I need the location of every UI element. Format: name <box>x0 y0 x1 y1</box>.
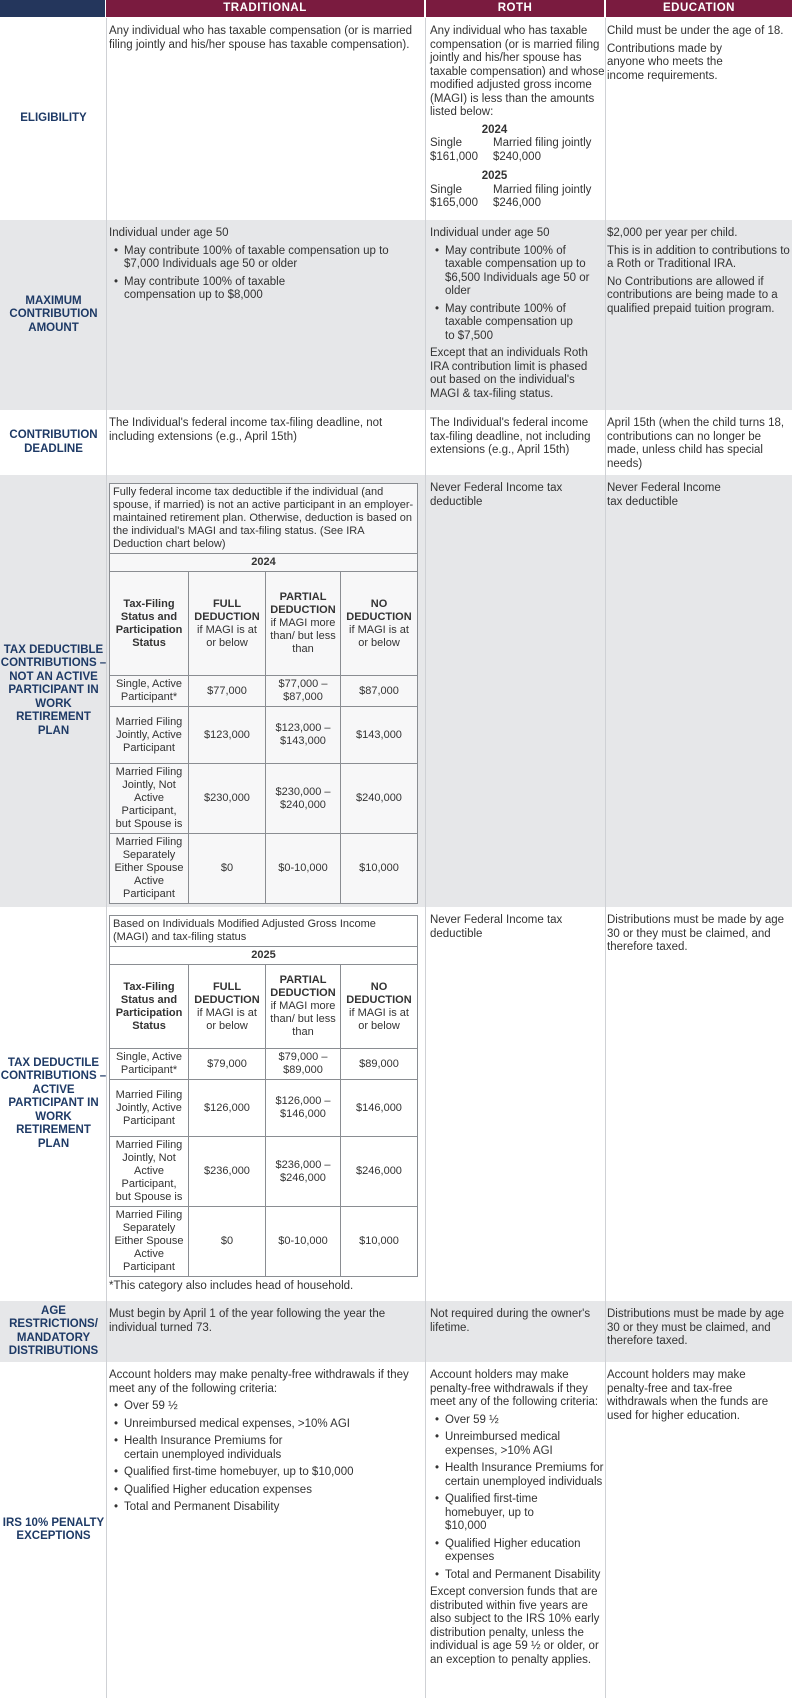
list-item: • Health Insurance Premiums for certain unemployed individuals <box>109 1435 419 1462</box>
cell-status: Single, Active Participant* <box>110 676 189 707</box>
header-blank <box>0 0 105 17</box>
cell-full: $126,000 <box>189 1080 266 1137</box>
penalty-traditional-intro: Account holders may make penalty-free withdrawals if they meet any of the following criteria: <box>109 1369 409 1395</box>
penalty-roth-list <box>430 1414 605 1583</box>
max-roth-note: Except that an individuals Roth IRA contribution limit is phased out based on the individual's MAGI & tax-filing status. <box>430 347 588 400</box>
list-item: • Health Insurance Premiums for certain unemployed individuals <box>430 1462 605 1489</box>
cell-full: $123,000 <box>189 707 266 764</box>
col-full-header <box>189 572 266 676</box>
row-eligibility <box>0 18 792 220</box>
list-item: • May contribute 100% of taxable compensation up to $8,000 <box>109 276 399 303</box>
table-row <box>110 707 418 764</box>
penalty-traditional <box>109 1369 419 1519</box>
cell-status: Married Filing Separately Either Spouse Active Participant <box>110 834 189 904</box>
limit-single-label: Single <box>430 183 462 196</box>
limit-joint-label: Married filing jointly <box>493 137 592 149</box>
table-row <box>110 1080 418 1137</box>
list-item: • Qualified Higher education expenses <box>430 1538 605 1565</box>
max-education-1: $2,000 per year per child. <box>607 227 738 239</box>
cell-partial: $0-10,000 <box>266 834 341 904</box>
not-active-label: TAX DEDUCTIBLE CONTRIBUTIONS – NOT AN ACTIVE PARTICIPANT IN WORK RETIREMENT PLAN <box>0 643 107 737</box>
list-item: • Over 59 ½ <box>430 1414 605 1428</box>
list-item: • May contribute 100% of taxable compensation up to $7,000 Individuals age 50 or older <box>109 245 399 272</box>
penalty-roth-intro: Account holders may make penalty-free withdrawals if they meet any of the following criteria: <box>430 1369 599 1408</box>
table-year: 2025 <box>110 947 418 965</box>
cell-none: $246,000 <box>341 1137 418 1207</box>
max-traditional <box>109 227 419 307</box>
col-partial-header <box>266 965 341 1049</box>
not-active-education: Never Federal Income tax deductible <box>607 482 721 508</box>
limit-single-label: Single <box>430 137 462 149</box>
max-contribution-label: MAXIMUM CONTRIBUTION AMOUNT <box>9 294 98 334</box>
table-row <box>110 1207 418 1277</box>
eligibility-traditional: Any individual who has taxable compensation (or is married filing jointly and his/her spouse has taxable compensation). <box>109 25 412 51</box>
limit-joint-value: $240,000 <box>493 150 541 163</box>
limit-single-value: $165,000 <box>430 197 478 209</box>
max-education-3: No Contributions are allowed if contributions are being made to a qualified prepaid tuition program. <box>607 275 778 315</box>
col-no-title: NO DEDUCTION <box>346 597 412 623</box>
col-status-title: Tax-Filing Status and Participation Status <box>115 597 183 649</box>
deadline-traditional: The Individual's federal income tax-filing deadline, not including extensions (e.g., April 15th) <box>109 417 383 443</box>
cell-partial: $230,000 – $240,000 <box>266 764 341 834</box>
col-partial-header <box>266 572 341 676</box>
cell-status: Married Filing Jointly, Active Participant <box>110 1080 189 1137</box>
col-partial-sub: if MAGI more than/ but less than <box>270 617 336 655</box>
col-status-header <box>110 965 189 1049</box>
header-education: EDUCATION <box>606 0 792 17</box>
age-traditional: Must begin by April 1 of the year following the year the individual turned 73. <box>109 1308 386 1334</box>
deduction-table-2025 <box>109 915 418 1277</box>
eligibility-label: ELIGIBILITY <box>20 112 87 125</box>
header-roth: ROTH <box>426 0 604 17</box>
col-full-title: FULL DEDUCTION <box>194 980 260 1006</box>
row-max-contribution <box>0 220 792 410</box>
deadline-roth: The Individual's federal income tax-filing deadline, not including extensions (e.g., April 15th) <box>430 417 591 456</box>
col-no-header <box>341 572 418 676</box>
active-education: Distributions must be made by age 30 or they must be claimed, and therefore taxed. <box>607 914 785 953</box>
penalty-roth <box>430 1369 605 1671</box>
limit-year: 2025 <box>481 170 508 182</box>
cell-status: Married Filing Separately Either Spouse Active Participant <box>110 1207 189 1277</box>
col-no-title: NO DEDUCTION <box>346 980 412 1006</box>
penalty-roth-note: Except conversion funds that are distributed within five years are also subject to the IRS 10% early distribution penalty, unless the individual is age 59 ½ or older, or an exception to penalty applies. <box>430 1586 600 1666</box>
column-divider <box>425 18 426 1698</box>
max-roth <box>430 227 605 405</box>
age-education: Distributions must be made by age 30 or they must be claimed, and therefore taxed. <box>607 1308 785 1347</box>
eligibility-roth <box>430 25 605 211</box>
age-label: AGE RESTRICTIONS/ MANDATORY DISTRIBUTIONS <box>8 1304 99 1357</box>
list-item: • May contribute 100% of taxable compensation up to $7,500 <box>430 303 605 344</box>
cell-partial: $236,000 – $246,000 <box>266 1137 341 1207</box>
cell-status: Married Filing Jointly, Not Active Participant, but Spouse is <box>110 1137 189 1207</box>
table-row <box>110 834 418 904</box>
active-roth: Never Federal Income tax deductible <box>430 914 563 940</box>
not-active-roth: Never Federal Income tax deductible <box>430 482 563 508</box>
list-item: • May contribute 100% of taxable compensation up to $6,500 Individuals age 50 or older <box>430 245 605 299</box>
cell-partial: $126,000 – $146,000 <box>266 1080 341 1137</box>
table-footnote: *This category also includes head of household. <box>109 1280 354 1292</box>
cell-full: $79,000 <box>189 1049 266 1080</box>
eligibility-roth-text: Any individual who has taxable compensation (or is married filing jointly and his/her spouse has taxable compensation) and whose modified adjusted gross income (MAGI) is less than the amounts listed below: <box>430 25 605 118</box>
cell-partial: $123,000 – $143,000 <box>266 707 341 764</box>
col-status-header <box>110 572 189 676</box>
not-active-traditional <box>109 483 419 921</box>
penalty-label: IRS 10% PENALTY EXCEPTIONS <box>2 1516 105 1542</box>
penalty-traditional-list <box>109 1400 419 1515</box>
list-item: • Unreimbursed medical expenses, >10% AGI <box>430 1431 605 1458</box>
cell-full: $236,000 <box>189 1137 266 1207</box>
cell-partial: $0-10,000 <box>266 1207 341 1277</box>
cell-status: Single, Active Participant* <box>110 1049 189 1080</box>
limit-joint-label: Married filing jointly <box>493 183 592 196</box>
col-no-header <box>341 965 418 1049</box>
cell-none: $87,000 <box>341 676 418 707</box>
limit-joint-value: $246,000 <box>493 197 541 209</box>
table-row <box>110 1137 418 1207</box>
max-roth-list <box>430 245 605 344</box>
table-row <box>110 676 418 707</box>
list-item: • Unreimbursed medical expenses, >10% AGI <box>109 1418 419 1432</box>
cell-full: $230,000 <box>189 764 266 834</box>
cell-full: $0 <box>189 834 266 904</box>
roth-limits-2024 <box>430 124 605 165</box>
roth-limits-2025 <box>430 170 605 211</box>
eligibility-education <box>607 25 790 87</box>
col-partial-title: PARTIAL DEDUCTION <box>270 974 336 999</box>
cell-status: Married Filing Jointly, Not Active Participant, but Spouse is <box>110 764 189 834</box>
list-item: • Qualified first-time homebuyer, up to $10,000 <box>109 1466 419 1480</box>
max-education-2: This is in addition to contributions to a Roth or Traditional IRA. <box>607 244 790 270</box>
active-traditional <box>109 915 419 1294</box>
cell-partial: $79,000 – $89,000 <box>266 1049 341 1080</box>
max-traditional-intro: Individual under age 50 <box>109 227 229 239</box>
cell-none: $240,000 <box>341 764 418 834</box>
cell-none: $146,000 <box>341 1080 418 1137</box>
limit-single-value: $161,000 <box>430 150 478 163</box>
list-item: • Over 59 ½ <box>109 1400 419 1414</box>
row-age <box>0 1301 792 1362</box>
max-education <box>607 227 790 320</box>
row-penalty <box>0 1362 792 1698</box>
cell-none: $10,000 <box>341 834 418 904</box>
table-intro: Fully federal income tax deductible if the individual (and spouse, if married) is not an active participant in an employer-maintained retirement plan. Otherwise, deduction is based on the individual's MAGI and tax-filing status. (See IRA Deduction chart below) <box>110 484 418 554</box>
table-row <box>110 1049 418 1080</box>
row-deadline <box>0 410 792 475</box>
table-year: 2024 <box>110 554 418 572</box>
col-no-sub: if MAGI is at or below <box>349 623 409 649</box>
cell-status: Married Filing Jointly, Active Participant <box>110 707 189 764</box>
column-divider <box>605 18 606 1698</box>
col-full-sub: if MAGI is at or below <box>197 623 257 649</box>
cell-full: $0 <box>189 1207 266 1277</box>
list-item: • Total and Permanent Disability <box>430 1569 605 1583</box>
col-partial-sub: if MAGI more than/ but less than <box>270 1000 336 1038</box>
list-item: • Qualified Higher education expenses <box>109 1484 419 1498</box>
deduction-table-2024 <box>109 483 418 904</box>
deadline-label: CONTRIBUTION DEADLINE <box>9 429 98 455</box>
header-traditional: TRADITIONAL <box>106 0 424 17</box>
education-eligibility-2: Contributions made by anyone who meets the income requirements. <box>607 42 723 82</box>
col-full-header <box>189 965 266 1049</box>
cell-none: $10,000 <box>341 1207 418 1277</box>
list-item: • Total and Permanent Disability <box>109 1501 419 1515</box>
col-no-sub: if MAGI is at or below <box>349 1006 409 1032</box>
max-traditional-list <box>109 245 419 303</box>
table-intro: Based on Individuals Modified Adjusted Gross Income (MAGI) and tax-filing status <box>110 916 418 947</box>
row-active <box>0 907 792 1301</box>
table-row <box>110 764 418 834</box>
cell-full: $77,000 <box>189 676 266 707</box>
column-divider <box>106 18 107 1698</box>
cell-partial: $77,000 – $87,000 <box>266 676 341 707</box>
row-not-active <box>0 475 792 907</box>
cell-none: $89,000 <box>341 1049 418 1080</box>
active-label: TAX DEDUCTILE CONTRIBUTIONS – ACTIVE PARTICIPANT IN WORK RETIREMENT PLAN <box>0 1056 107 1150</box>
deadline-education: April 15th (when the child turns 18, contributions can no longer be made, unless child has special needs) <box>607 417 785 470</box>
col-full-title: FULL DEDUCTION <box>194 597 260 623</box>
list-item: • Qualified first-time homebuyer, up to $10,000 <box>430 1493 605 1534</box>
col-partial-title: PARTIAL DEDUCTION <box>270 591 336 616</box>
col-full-sub: if MAGI is at or below <box>197 1006 257 1032</box>
col-status-title: Tax-Filing Status and Participation Status <box>115 980 183 1032</box>
limit-year: 2024 <box>481 123 508 136</box>
age-roth: Not required during the owner's lifetime. <box>430 1308 591 1334</box>
penalty-education: Account holders may make penalty-free and tax-free withdrawals when the funds are used for higher education. <box>607 1369 769 1422</box>
cell-none: $143,000 <box>341 707 418 764</box>
education-eligibility-1: Child must be under the age of 18. <box>607 25 784 37</box>
max-roth-intro: Individual under age 50 <box>430 227 550 239</box>
